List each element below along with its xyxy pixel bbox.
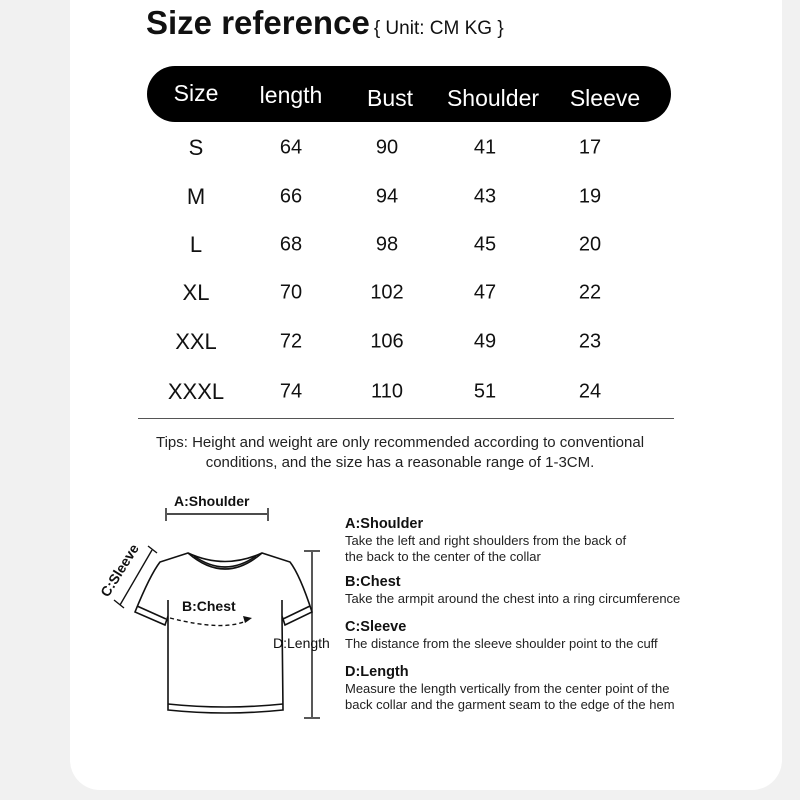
description-item bbox=[345, 515, 626, 565]
table-cell-size: S bbox=[188, 135, 204, 160]
label-sleeve: C:Sleeve bbox=[96, 540, 142, 600]
table-cell-sleeve: 19 bbox=[578, 185, 602, 208]
table-cell-shoulder: 51 bbox=[473, 380, 497, 403]
description-item bbox=[345, 618, 658, 652]
label-shoulder: A:Shoulder bbox=[174, 493, 250, 509]
description-line: The distance from the sleeve shoulder point to the cuff bbox=[345, 636, 658, 651]
description-line: back collar and the garment seam to the edge of the hem bbox=[345, 697, 675, 712]
table-cell-size: L bbox=[189, 232, 203, 257]
label-chest: B:Chest bbox=[182, 598, 236, 614]
description-item bbox=[345, 573, 680, 607]
table-cell-shoulder: 41 bbox=[473, 136, 497, 159]
table-cell-size: M bbox=[186, 184, 206, 209]
tips-line-2: conditions, and the size has a reasonable range of 1-3CM. bbox=[205, 454, 595, 471]
table-cell-sleeve: 17 bbox=[578, 136, 602, 159]
table-cell-length: 66 bbox=[279, 185, 303, 208]
table-cell-sleeve: 24 bbox=[578, 380, 602, 403]
label-length: D:Length bbox=[273, 635, 330, 651]
description-item bbox=[345, 663, 675, 713]
table-cell-shoulder: 43 bbox=[473, 185, 497, 208]
description-title: A:Shoulder bbox=[345, 516, 424, 532]
description-line: Take the left and right shoulders from the back of bbox=[345, 533, 627, 548]
table-cell-length: 64 bbox=[279, 136, 303, 159]
description-line: Measure the length vertically from the center point of the bbox=[345, 681, 670, 696]
table-cell-size: XXL bbox=[175, 329, 217, 354]
chest-arrowhead bbox=[243, 616, 252, 623]
table-cell-bust: 98 bbox=[375, 233, 399, 256]
unit-label: { Unit: CM KG } bbox=[373, 18, 504, 39]
description-title: C:Sleeve bbox=[345, 619, 407, 635]
table-cell-bust: 94 bbox=[375, 185, 399, 208]
table-cell-bust: 110 bbox=[371, 380, 403, 403]
table-cell-bust: 106 bbox=[370, 330, 404, 353]
table-cell-length: 68 bbox=[279, 233, 303, 256]
tshirt-outline bbox=[135, 553, 312, 713]
table-cell-bust: 102 bbox=[370, 281, 404, 304]
table-cell-sleeve: 22 bbox=[578, 281, 602, 304]
table-cell-sleeve: 20 bbox=[578, 233, 602, 256]
title-text: Size reference bbox=[146, 4, 370, 41]
table-cell-size: XL bbox=[182, 280, 210, 305]
description-line: the back to the center of the collar bbox=[345, 549, 541, 564]
table-cell-shoulder: 45 bbox=[473, 233, 497, 256]
table-cell-length: 70 bbox=[279, 281, 303, 304]
tips-line-1: Tips: Height and weight are only recommended according to conventional bbox=[155, 434, 645, 451]
chest-dashed-arrow bbox=[170, 618, 248, 626]
table-cell-shoulder: 49 bbox=[473, 330, 497, 353]
shoulder-dimension-arrow bbox=[166, 508, 268, 521]
description-title: B:Chest bbox=[345, 574, 401, 590]
description-title: D:Length bbox=[345, 664, 409, 680]
header-length: length bbox=[259, 82, 323, 108]
header-sleeve: Sleeve bbox=[569, 85, 641, 111]
table-cell-sleeve: 23 bbox=[578, 330, 602, 353]
table-cell-bust: 90 bbox=[375, 136, 399, 159]
table-cell-size: XXXL bbox=[167, 379, 225, 404]
table-cell-length: 72 bbox=[279, 330, 303, 353]
description-line: Take the armpit around the chest into a ring circumference bbox=[345, 591, 681, 606]
header-size: Size bbox=[173, 80, 219, 106]
table-cell-length: 74 bbox=[279, 380, 303, 403]
table-cell-shoulder: 47 bbox=[473, 281, 497, 304]
header-bust: Bust bbox=[366, 85, 414, 111]
header-shoulder: Shoulder bbox=[446, 85, 540, 111]
